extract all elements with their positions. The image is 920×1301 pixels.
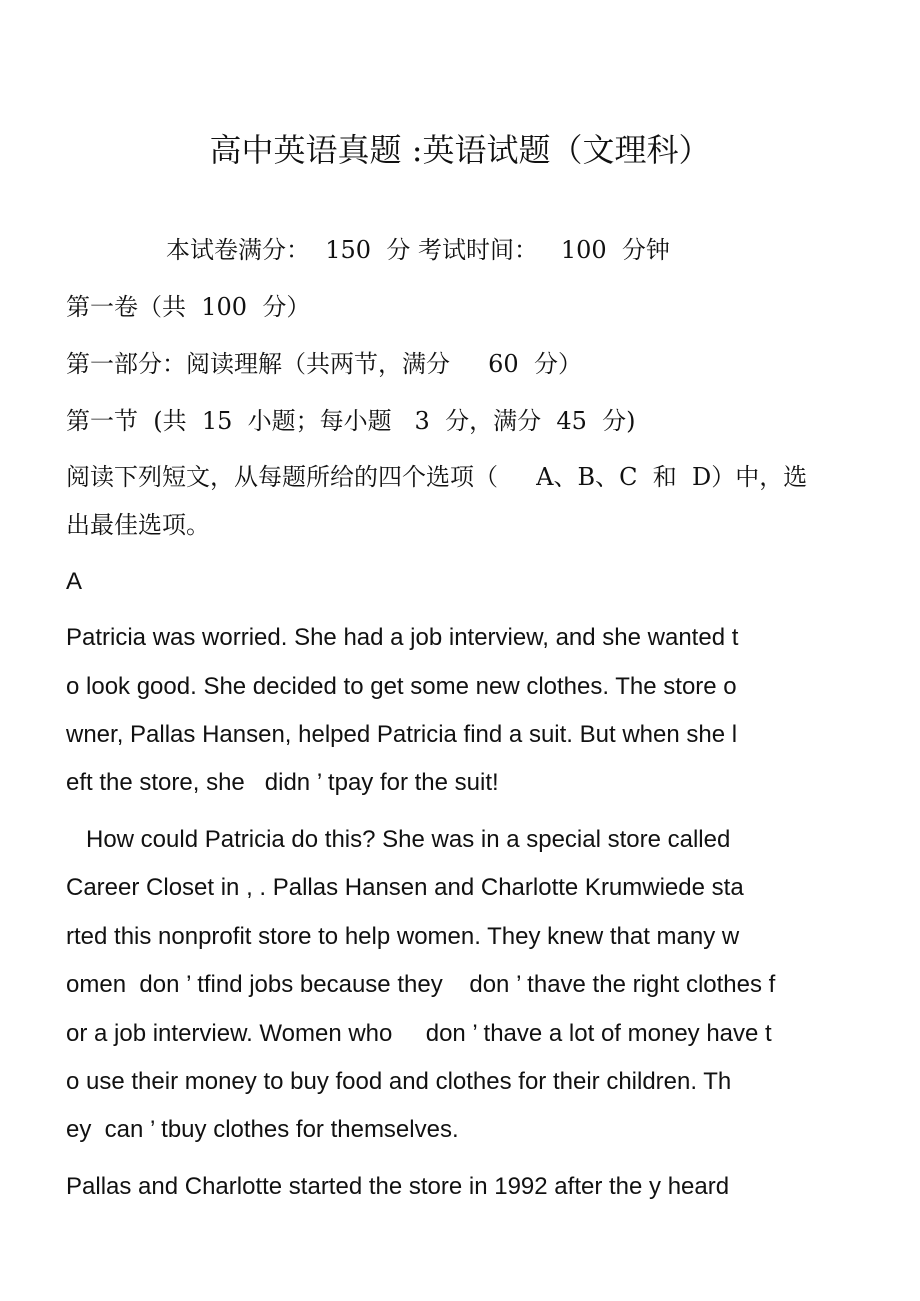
passage-line: Patricia was worried. She had a job interview, and she wanted t [66, 624, 739, 651]
instructions-line-2: 出最佳选项。 [66, 511, 210, 539]
passage-line: rted this nonprofit store to help women. They knew that many w [66, 923, 740, 950]
exam-info: 本试卷满分： 150 分 考试时间： 100 分钟 [166, 236, 670, 264]
passage-line: eft the store, she didn ’ tpay for the suit! [66, 769, 499, 796]
passage-line: o use their money to buy food and clothes for their children. Th [66, 1068, 732, 1095]
passage-label: A [66, 568, 83, 595]
part-heading: 第一部分：阅读理解（共两节，满分 60 分） [66, 350, 582, 378]
passage-line: ey can ’ tbuy clothes for themselves. [66, 1116, 459, 1143]
passage-line: Pallas and Charlotte started the store in 1992 after the y heard [66, 1173, 730, 1200]
document-title: 高中英语真题 :英语试题（文理科） [209, 131, 711, 169]
volume-heading: 第一卷（共 100 分） [66, 293, 311, 321]
passage-line: How could Patricia do this? She was in a special store called [66, 826, 731, 853]
passage-line: omen don ’ tfind jobs because they don ’ thave the right clothes f [66, 971, 776, 998]
passage-line: Career Closet in , . Pallas Hansen and Charlotte Krumwiede sta [66, 874, 744, 901]
passage-line: wner, Pallas Hansen, helped Patricia find a suit. But when she l [66, 721, 738, 748]
section-heading: 第一节 (共 15 小题；每小题 3 分，满分 45 分) [66, 407, 636, 435]
passage-line: o look good. She decided to get some new clothes. The store o [66, 673, 737, 700]
passage-line: or a job interview. Women who don ’ thave a lot of money have t [66, 1020, 772, 1047]
instructions-line-1: 阅读下列短文，从每题所给的四个选项（ A、B、C 和 D）中，选 [66, 463, 808, 491]
